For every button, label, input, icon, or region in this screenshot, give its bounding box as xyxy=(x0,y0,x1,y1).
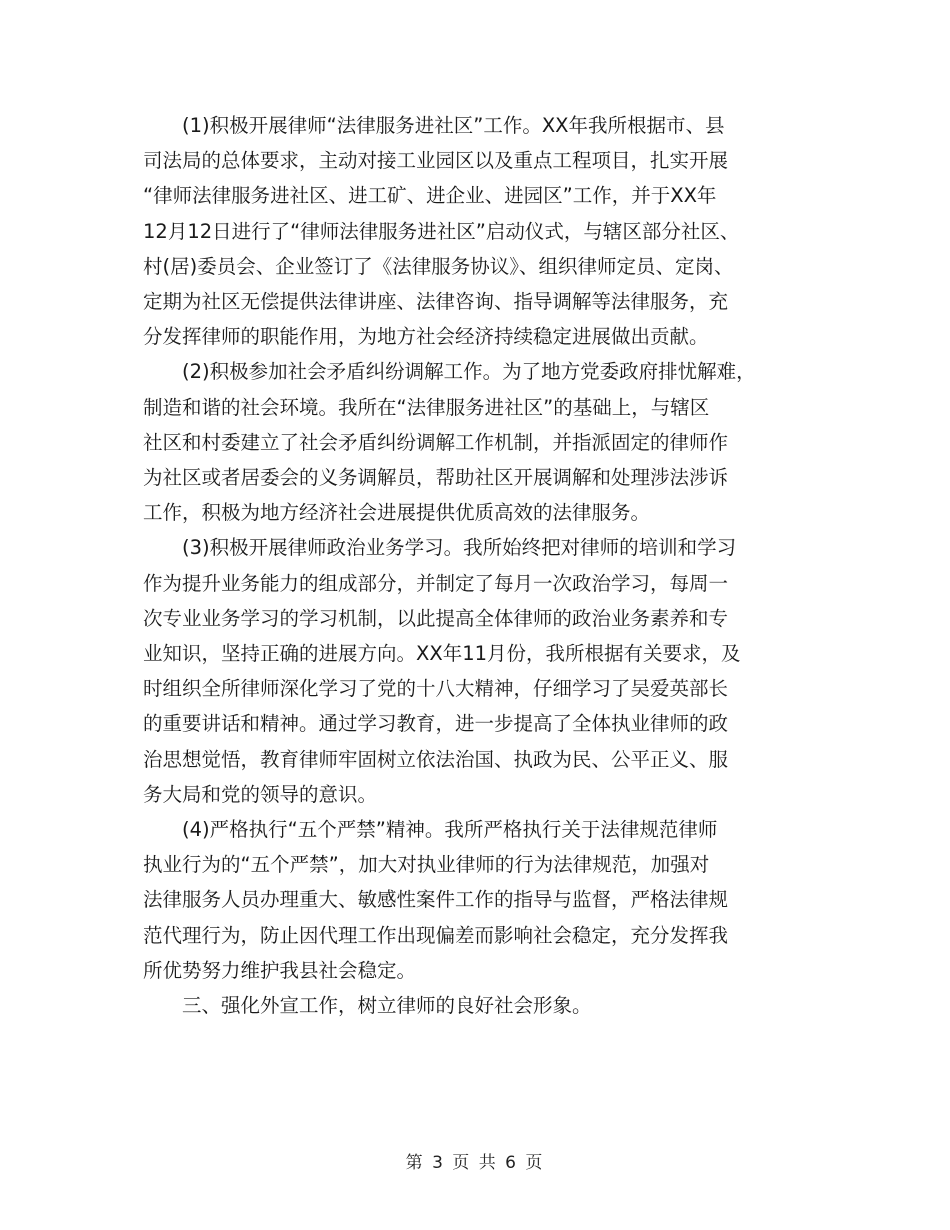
text-line: 业知识，坚持正确的进展方向。XX年11月份，我所根据有关要求，及 xyxy=(143,642,741,666)
text-line: (3)积极开展律师政治业务学习。我所始终把对律师的培训和学习 xyxy=(182,536,737,560)
paragraph-3 xyxy=(143,530,823,812)
text-line: 次专业业务学习的学习机制，以此提高全体律师的政治业务素养和专 xyxy=(143,606,729,630)
paragraph-4 xyxy=(143,812,823,988)
text-line: 分发挥律师的职能作用，为地方社会经济持续稳定进展做出贡献。 xyxy=(143,325,709,349)
text-line: 村(居)委员会、企业签订了《法律服务协议》、组织律师定员、定岗、 xyxy=(143,254,734,278)
text-line: 作为提升业务能力的组成部分，并制定了每月一次政治学习，每周一 xyxy=(143,571,729,595)
text-line: 所优势努力维护我县社会稳定。 xyxy=(143,958,417,982)
text-line: 法律服务人员办理重大、敏感性案件工作的指导与监督，严格法律规 xyxy=(143,888,729,912)
text-line: 制造和谐的社会环境。我所在“法律服务进社区”的基础上，与辖区 xyxy=(143,395,710,419)
text-line: 的重要讲话和精神。通过学习教育，进一步提高了全体执业律师的政 xyxy=(143,712,729,736)
text-line: 工作，积极为地方经济社会进展提供优质高效的法律服务。 xyxy=(143,501,651,525)
text-line: 时组织全所律师深化学习了党的十八大精神，仔细学习了吴爱英部长 xyxy=(143,677,729,701)
section-heading-text: 三、强化外宣工作，树立律师的良好社会形象。 xyxy=(182,994,592,1018)
text-line: 社区和村委建立了社会矛盾纠纷调解工作机制，并指派固定的律师作 xyxy=(143,430,729,454)
text-line: 司法局的总体要求，主动对接工业园区以及重点工程项目，扎实开展 xyxy=(143,149,729,173)
text-line: (4)严格执行“五个严禁”精神。我所严格执行关于法律规范律师 xyxy=(182,818,718,842)
text-line: (2)积极参加社会矛盾纠纷调解工作。为了地方党委政府排忧解难， xyxy=(182,360,756,384)
paragraph-1 xyxy=(143,108,823,354)
text-line: 务大局和党的领导的意识。 xyxy=(143,782,378,806)
text-line: 范代理行为，防止因代理工作出现偏差而影响社会稳定，充分发挥我 xyxy=(143,923,729,947)
document-body xyxy=(143,108,823,1023)
text-line: “律师法律服务进社区、进工矿、进企业、进园区”工作，并于XX年 xyxy=(143,184,717,208)
paragraph-2 xyxy=(143,354,823,530)
text-line: 定期为社区无偿提供法律讲座、法律咨询、指导调解等法律服务，充 xyxy=(143,290,729,314)
text-line: 12月12日进行了“律师法律服务进社区”启动仪式，与辖区部分社区、 xyxy=(143,219,740,243)
text-line: 治思想觉悟，教育律师牢固树立依法治国、执政为民、公平正义、服 xyxy=(143,747,729,771)
text-line: 为社区或者居委会的义务调解员，帮助社区开展调解和处理涉法涉诉 xyxy=(143,466,729,490)
page-number-footer: 第 3 页 共 6 页 xyxy=(405,1153,545,1173)
section-heading xyxy=(143,988,823,1023)
text-line: 执业行为的“五个严禁”，加大对执业律师的行为法律规范，加强对 xyxy=(143,853,710,877)
text-line: (1)积极开展律师“法律服务进社区”工作。XX年我所根据市、县 xyxy=(182,114,725,137)
